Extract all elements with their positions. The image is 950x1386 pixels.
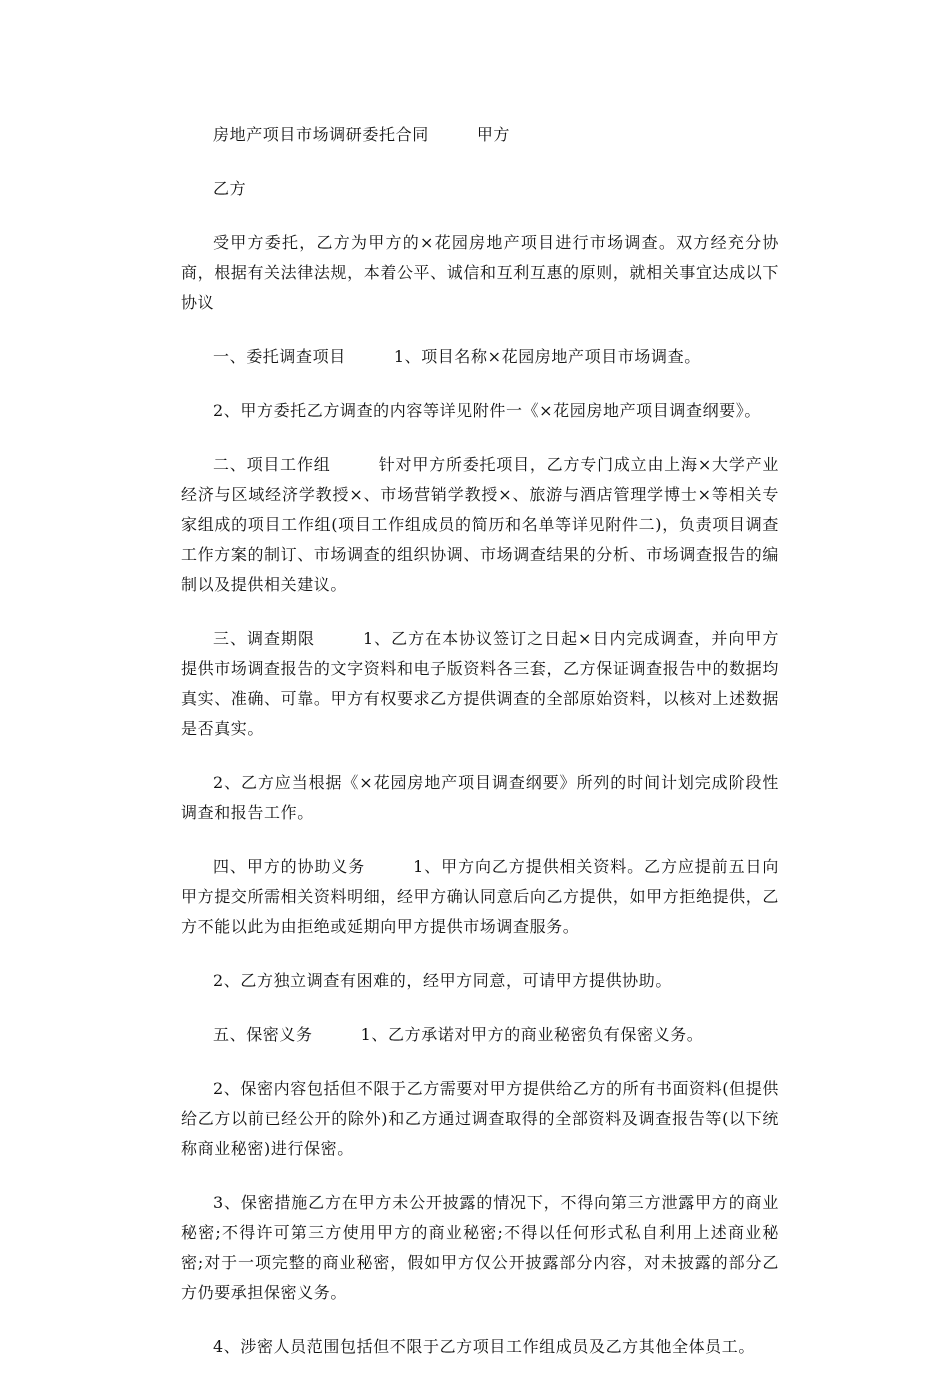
section-1-item-1: 1、项目名称×花园房地产项目市场调查。 (393, 347, 701, 366)
section-5-item-1: 1、乙方承诺对甲方的商业秘密负有保密义务。 (360, 1025, 704, 1044)
section-2-paragraph (181, 450, 779, 600)
section-4-item-2: 2、乙方独立调查有困难的，经甲方同意，可请甲方提供协助。 (213, 971, 672, 990)
section-5-item-4: 4、涉密人员范围包括但不限于乙方项目工作组成员及乙方其他全体员工。 (213, 1337, 755, 1356)
section-4-heading: 四、甲方的协助义务 (213, 857, 366, 876)
section-3-heading: 三、调查期限 (213, 629, 315, 648)
section-4-paragraph (181, 852, 779, 942)
section-1-heading: 一、委托调查项目 (213, 347, 346, 366)
section-5-paragraph (181, 1020, 779, 1050)
section-1-paragraph (181, 342, 779, 372)
section-3-item-2: 2、乙方应当根据《×花园房地产项目调查纲要》所列的时间计划完成阶段性调查和报告工作。 (181, 773, 779, 822)
section-3-item-1: 1、乙方在本协议签订之日起×日内完成调查，并向甲方提供市场调查报告的文字资料和电子版资料各三套，乙方保证调查报告中的数据均真实、准确、可靠。甲方有权要求乙方提供调查的全部原始资料，以核对上述数据是否真实。 (181, 629, 779, 738)
section-5-heading: 五、保密义务 (213, 1025, 313, 1044)
section-2-text: 针对甲方所委托项目，乙方专门成立由上海×大学产业经济与区域经济学教授×、市场营销学教授×、旅游与酒店管理学博士×等相关专家组成的项目工作组(项目工作组成员的简历和名单等详见附件二)，负责项目调查工作方案的制订、市场调查的组织协调、市场调查结果的分析、市场调查报告的编制以及提供相关建议。 (181, 455, 780, 594)
contract-title: 房地产项目市场调研委托合同 (213, 125, 429, 144)
party-b-label: 乙方 (213, 179, 247, 198)
section-5-item-2: 2、保密内容包括但不限于乙方需要对甲方提供给乙方的所有书面资料(但提供给乙方以前已经公开的除外)和乙方通过调查取得的全部资料及调查报告等(以下统称商业秘密)进行保密。 (181, 1079, 779, 1158)
preamble-paragraph: 受甲方委托，乙方为甲方的×花园房地产项目进行市场调查。双方经充分协商，根据有关法律法规，本着公平、诚信和互利互惠的原则，就相关事宜达成以下协议 (181, 233, 779, 312)
section-2-heading: 二、项目工作组 (213, 455, 331, 474)
section-3-paragraph (181, 624, 779, 744)
document-body (181, 120, 779, 1386)
section-1-item-2: 2、甲方委托乙方调查的内容等详见附件一《×花园房地产项目调查纲要》。 (213, 401, 761, 420)
section-5-item-3: 3、保密措施乙方在甲方未公开披露的情况下，不得向第三方泄露甲方的商业秘密;不得许可第三方使用甲方的商业秘密;不得以任何形式私自利用上述商业秘密;对于一项完整的商业秘密，假如甲方仅公开披露部分内容，对未披露的部分乙方仍要承担保密义务。 (181, 1193, 779, 1302)
document-title-line (181, 120, 779, 150)
section-4-item-1: 1、甲方向乙方提供相关资料。乙方应提前五日向甲方提交所需相关资料明细，经甲方确认同意后向乙方提供，如甲方拒绝提供，乙方不能以此为由拒绝或延期向甲方提供市场调查服务。 (181, 857, 779, 936)
party-a-label: 甲方 (476, 125, 511, 144)
